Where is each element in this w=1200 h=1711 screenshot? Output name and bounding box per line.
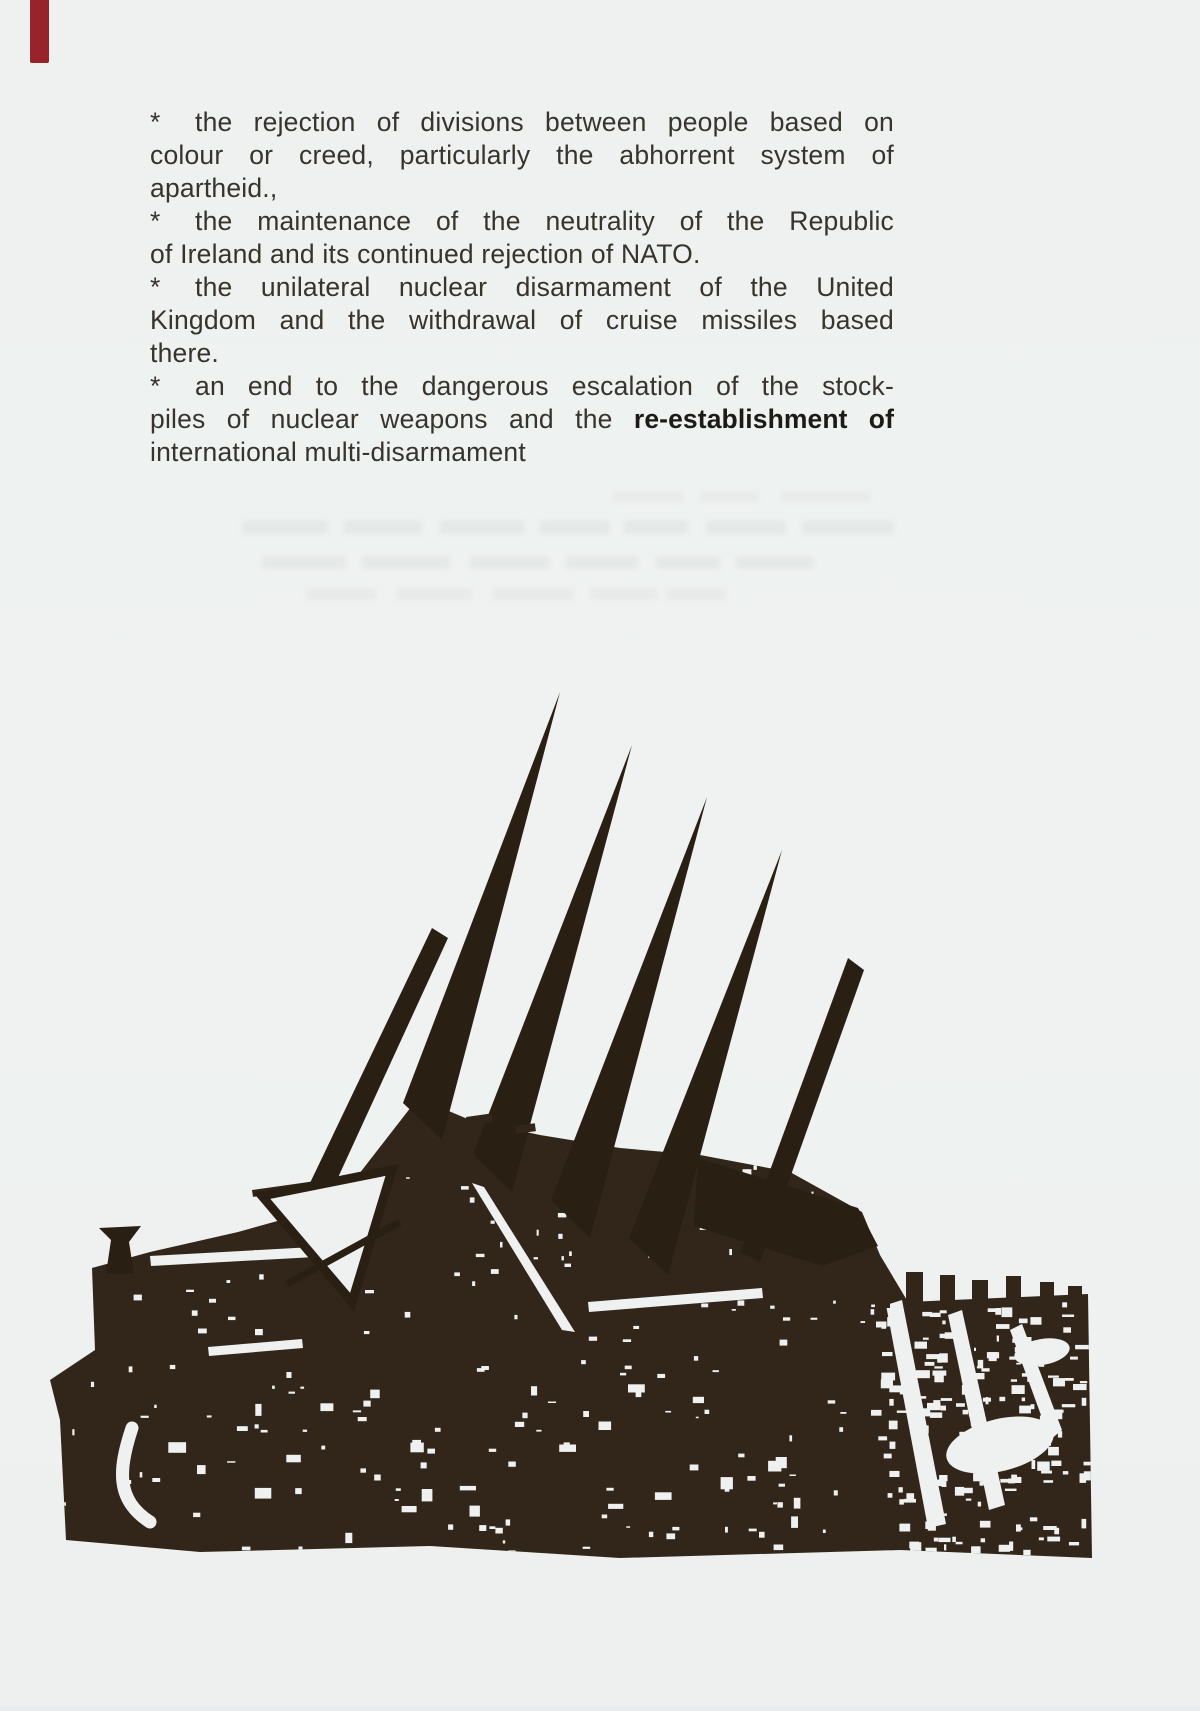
asterisk-bullet: *	[150, 107, 161, 137]
bullet-line: of Ireland and its continued rejection of NATO.	[150, 239, 701, 269]
bullet-text: the unilateral nuclear disarmament of the United	[195, 272, 894, 302]
bullet-line: Kingdom and the withdrawal of cruise missiles based	[150, 305, 894, 335]
asterisk-bullet: *	[150, 272, 161, 302]
bullet-text-bold: re-establishment of	[633, 404, 895, 434]
bullet-text: the rejection of divisions between people based on	[195, 107, 894, 137]
asterisk-bullet: *	[150, 371, 161, 401]
bullet-line: apartheid.,	[150, 173, 278, 203]
bullet-line: colour or creed, particularly the abhorrent system of	[150, 140, 894, 170]
bullet-line: there.	[150, 338, 219, 368]
bullet-line: international multi-disarmament	[150, 437, 526, 467]
bullet-text: the maintenance of the neutrality of the Republic	[195, 206, 894, 236]
bullet-text: piles of nuclear weapons and the	[150, 404, 634, 434]
asterisk-bullet: *	[150, 206, 161, 236]
bullet-text: an end to the dangerous escalation of the stock-	[195, 371, 894, 401]
